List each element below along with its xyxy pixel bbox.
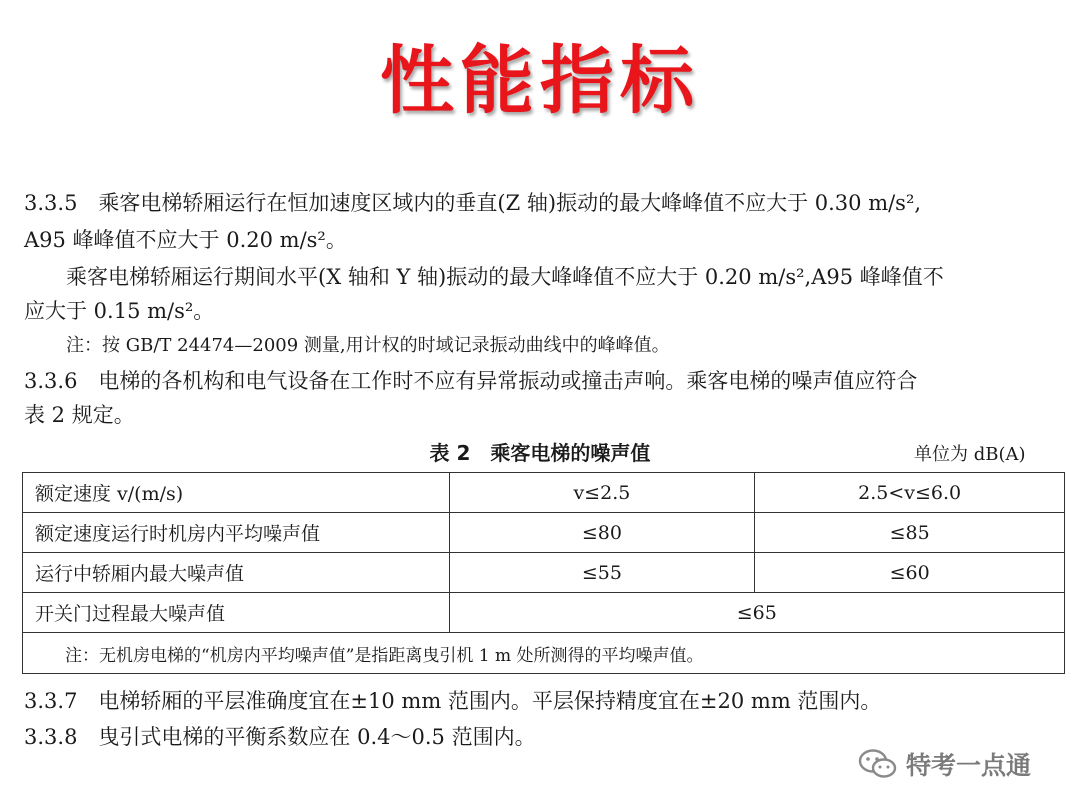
row-label: 运行中轿厢内最大噪声值 (23, 553, 450, 593)
table-row (23, 473, 1065, 513)
cell-value-merged: ≤65 (449, 593, 1064, 633)
clause-3-3-5-line1: 3.3.5 乘客电梯轿厢运行在恒加速度区域内的垂直(Z 轴)振动的最大峰峰值不应大于 0.30 m/s², (24, 191, 922, 215)
table-row (23, 593, 1065, 633)
watermark (858, 746, 1031, 782)
table-caption: 表 2 乘客电梯的噪声值 (429, 441, 651, 465)
clause-3-3-8: 3.3.8 曳引式电梯的平衡系数应在 0.4～0.5 范围内。 (24, 725, 536, 749)
row-label: 额定速度 v/(m/s) (23, 473, 450, 513)
cell-value: ≤80 (449, 513, 755, 553)
cell-value: 2.5<v≤6.0 (755, 473, 1065, 513)
wechat-icon (858, 748, 898, 780)
clause-3-3-6-line2: 表 2 规定。 (24, 403, 135, 427)
clause-3-3-5-note: 注：按 GB/T 24474—2009 测量,用计权的时域记录振动曲线中的峰峰值。 (66, 335, 670, 356)
cell-value: ≤55 (449, 553, 755, 593)
table-note-row (23, 633, 1065, 674)
clause-3-3-7: 3.3.7 电梯轿厢的平层准确度宜在±10 mm 范围内。平层保持精度宜在±20 mm 范围内。 (24, 689, 882, 713)
cell-value: v≤2.5 (449, 473, 755, 513)
table-row (23, 513, 1065, 553)
clause-3-3-5-para2-line2: 应大于 0.15 m/s²。 (24, 299, 215, 323)
noise-table (22, 472, 1065, 674)
table-note: 注：无机房电梯的“机房内平均噪声值”是指距离曳引机 1 m 处所测得的平均噪声值。 (23, 633, 1065, 674)
table-unit: 单位为 dB(A) (914, 444, 1026, 465)
cell-value: ≤60 (755, 553, 1065, 593)
clause-3-3-5-line2: A95 峰峰值不应大于 0.20 m/s²。 (24, 228, 347, 252)
row-label: 开关门过程最大噪声值 (23, 593, 450, 633)
table-row (23, 553, 1065, 593)
row-label: 额定速度运行时机房内平均噪声值 (23, 513, 450, 553)
clause-3-3-6-line1: 3.3.6 电梯的各机构和电气设备在工作时不应有异常振动或撞击声响。乘客电梯的噪声值应符合 (24, 369, 918, 393)
watermark-text: 特考一点通 (906, 751, 1032, 780)
cell-value: ≤85 (755, 513, 1065, 553)
page-title: 性能指标 (380, 38, 700, 124)
clause-3-3-5-para2-line1: 乘客电梯轿厢运行期间水平(X 轴和 Y 轴)振动的最大峰峰值不应大于 0.20 m/s²,A95 峰峰值不 (66, 265, 944, 289)
